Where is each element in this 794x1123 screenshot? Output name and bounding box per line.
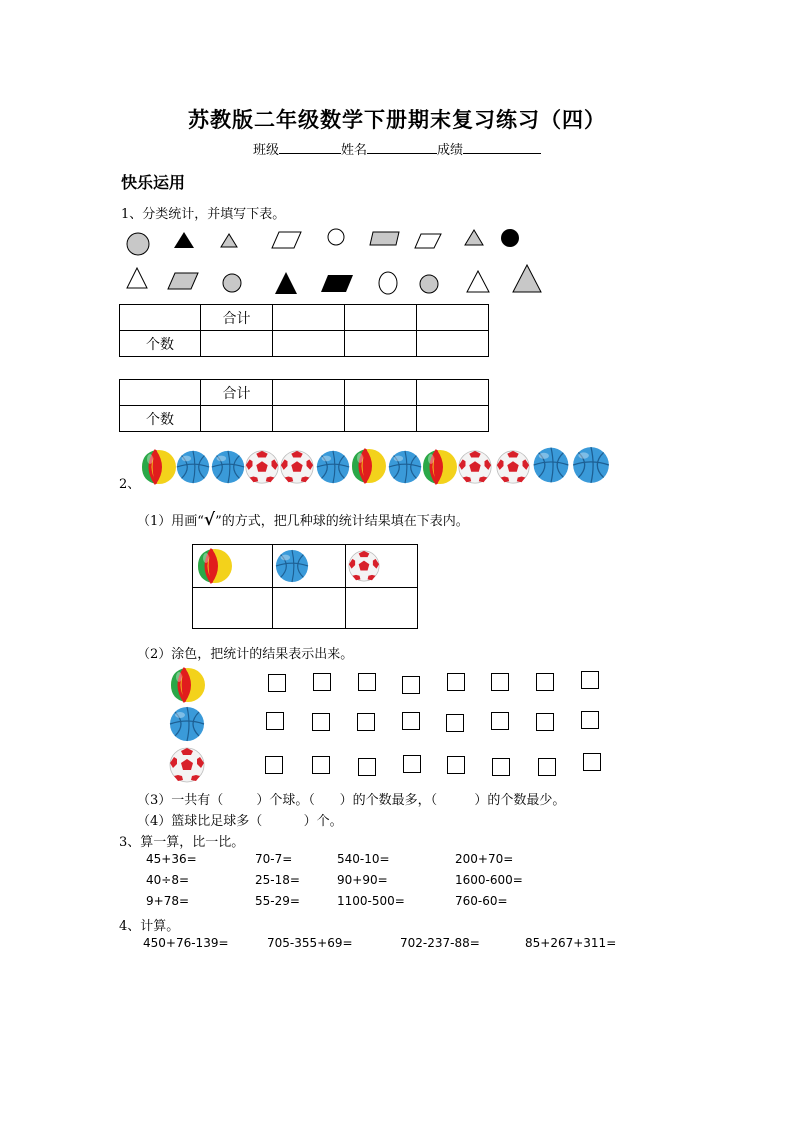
- color-box[interactable]: [268, 674, 286, 692]
- table-cell[interactable]: [201, 331, 273, 357]
- triangle-icon: [465, 230, 483, 245]
- color-box[interactable]: [536, 673, 554, 691]
- calc-item: 25-18=: [255, 873, 300, 887]
- basketball-icon: [389, 451, 421, 483]
- question-2-3: （3）一共有（ ）个球。（ ）的个数最多，（ ）的个数最少。: [137, 793, 566, 808]
- table-cell[interactable]: [345, 331, 417, 357]
- student-info-line: [0, 139, 794, 158]
- circle-icon: [328, 229, 344, 245]
- triangle-icon: [275, 272, 297, 294]
- color-box[interactable]: [312, 756, 330, 774]
- class-blank[interactable]: [279, 141, 341, 154]
- circle-icon: [127, 233, 149, 255]
- beach-ball-icon: [352, 449, 386, 483]
- color-box[interactable]: [313, 673, 331, 691]
- table-header-total: 合计: [201, 380, 273, 406]
- score-label: 成绩: [437, 143, 464, 158]
- table-cell[interactable]: [193, 587, 273, 629]
- table-row-label: 个数: [120, 331, 201, 357]
- table-header-total: 合计: [201, 305, 273, 331]
- table-cell[interactable]: [273, 380, 345, 406]
- color-box[interactable]: [402, 676, 420, 694]
- calc-item: 40÷8=: [146, 873, 190, 887]
- question-3-prompt: 3、算一算，比一比。: [119, 835, 245, 850]
- table-cell[interactable]: [417, 380, 489, 406]
- sub1-suffix: ”的方式，把几种球的统计结果填在下表内。: [215, 514, 469, 529]
- calc-item: 1600-600=: [455, 873, 523, 887]
- table-cell[interactable]: [201, 406, 273, 432]
- table-cell[interactable]: [417, 305, 489, 331]
- table-cell[interactable]: [273, 406, 345, 432]
- table-cell[interactable]: [120, 305, 201, 331]
- triangle-icon: [221, 234, 237, 247]
- basketball-icon: [534, 448, 569, 483]
- soccer-ball-icon: [459, 451, 491, 483]
- color-box[interactable]: [402, 712, 420, 730]
- table-cell[interactable]: [273, 305, 345, 331]
- triangle-icon: [467, 271, 489, 292]
- color-box[interactable]: [447, 673, 465, 691]
- calc-item: 705-355+69=: [267, 936, 353, 950]
- table-cell[interactable]: [417, 331, 489, 357]
- calc-item: 450+76-139=: [143, 936, 229, 950]
- beach-ball-icon: [423, 450, 457, 484]
- calc-item: 200+70=: [455, 852, 514, 866]
- parallelogram-icon: [272, 232, 301, 248]
- question-2-4: （4）篮球比足球多（ ）个。: [137, 814, 343, 829]
- beach-ball-icon: [195, 546, 235, 586]
- basketball-icon: [177, 451, 209, 483]
- section-title: 快乐运用: [121, 173, 186, 192]
- table-cell[interactable]: [120, 380, 201, 406]
- soccer-ball-icon: [168, 746, 206, 784]
- shapes-figure: [118, 222, 558, 298]
- color-box[interactable]: [403, 755, 421, 773]
- basketball-icon: [212, 451, 244, 483]
- soccer-ball-header: [345, 545, 417, 588]
- triangle-icon: [513, 265, 541, 292]
- basketball-icon: [275, 549, 309, 583]
- parallelogram-icon: [321, 275, 353, 292]
- circle-icon: [223, 274, 241, 292]
- circle-icon: [420, 275, 438, 293]
- color-box[interactable]: [581, 711, 599, 729]
- question-2-2: （2）涂色，把统计的结果表示出来。: [137, 647, 354, 662]
- sub1-prefix: （1）用画“: [137, 514, 204, 529]
- table-cell[interactable]: [345, 380, 417, 406]
- table-cell[interactable]: [273, 331, 345, 357]
- color-box[interactable]: [265, 756, 283, 774]
- basketball-header: [273, 545, 345, 588]
- table-cell[interactable]: [345, 305, 417, 331]
- color-box[interactable]: [357, 713, 375, 731]
- tally-table-1: [119, 304, 489, 357]
- calc-item: 1100-500=: [337, 894, 405, 908]
- color-box[interactable]: [358, 673, 376, 691]
- parallelogram-icon: [168, 273, 198, 289]
- beach-ball-header: [193, 545, 273, 588]
- table-cell[interactable]: [345, 406, 417, 432]
- calc-item: 702-237-88=: [400, 936, 480, 950]
- color-box[interactable]: [491, 712, 509, 730]
- question-2-label: 2、: [119, 477, 141, 492]
- calc-item: 9+78=: [146, 894, 190, 908]
- calc-item: 85+267+311=: [525, 936, 617, 950]
- table-row-label: 个数: [120, 406, 201, 432]
- page-title: 苏教版二年级数学下册期末复习练习（四）: [188, 107, 606, 132]
- score-blank[interactable]: [463, 141, 541, 154]
- basketball-icon: [573, 447, 609, 483]
- soccer-ball-icon: [348, 550, 380, 582]
- question-2-1: [137, 510, 469, 530]
- calc-item: 45+36=: [146, 852, 197, 866]
- soccer-ball-icon: [246, 451, 278, 483]
- balls-row: [138, 444, 612, 490]
- table-cell[interactable]: [417, 406, 489, 432]
- table-cell[interactable]: [273, 587, 345, 629]
- question-4-prompt: 4、计算。: [119, 919, 180, 934]
- color-box[interactable]: [491, 673, 509, 691]
- calc-item: 90+90=: [337, 873, 388, 887]
- color-box[interactable]: [266, 712, 284, 730]
- triangle-icon: [127, 268, 147, 288]
- check-mark: √: [203, 510, 216, 530]
- beach-ball-icon: [142, 450, 176, 484]
- name-blank[interactable]: [367, 141, 437, 154]
- tally-table-2: [119, 379, 489, 432]
- basketball-icon: [317, 451, 349, 483]
- name-label: 姓名: [340, 143, 367, 158]
- parallelogram-icon: [415, 234, 441, 248]
- calc-item: 540-10=: [337, 852, 390, 866]
- color-box[interactable]: [581, 671, 599, 689]
- soccer-ball-icon: [497, 451, 529, 483]
- color-box[interactable]: [583, 753, 601, 771]
- soccer-ball-icon: [281, 451, 313, 483]
- color-box[interactable]: [358, 758, 376, 776]
- beach-ball-icon: [168, 665, 208, 705]
- parallelogram-icon: [370, 232, 399, 245]
- color-box[interactable]: [538, 758, 556, 776]
- ball-count-table: [192, 544, 418, 629]
- circle-icon: [501, 229, 519, 247]
- class-label: 班级: [252, 143, 279, 158]
- color-box[interactable]: [536, 713, 554, 731]
- triangle-icon: [174, 232, 194, 248]
- color-box[interactable]: [492, 758, 510, 776]
- question-1-prompt: 1、分类统计，并填写下表。: [121, 207, 286, 222]
- calc-item: 70-7=: [255, 852, 293, 866]
- oval-icon: [379, 272, 397, 294]
- color-box[interactable]: [447, 756, 465, 774]
- basketball-icon: [168, 705, 206, 743]
- calc-item: 55-29=: [255, 894, 300, 908]
- table-cell[interactable]: [345, 587, 417, 629]
- color-box[interactable]: [312, 713, 330, 731]
- calc-item: 760-60=: [455, 894, 508, 908]
- color-box[interactable]: [446, 714, 464, 732]
